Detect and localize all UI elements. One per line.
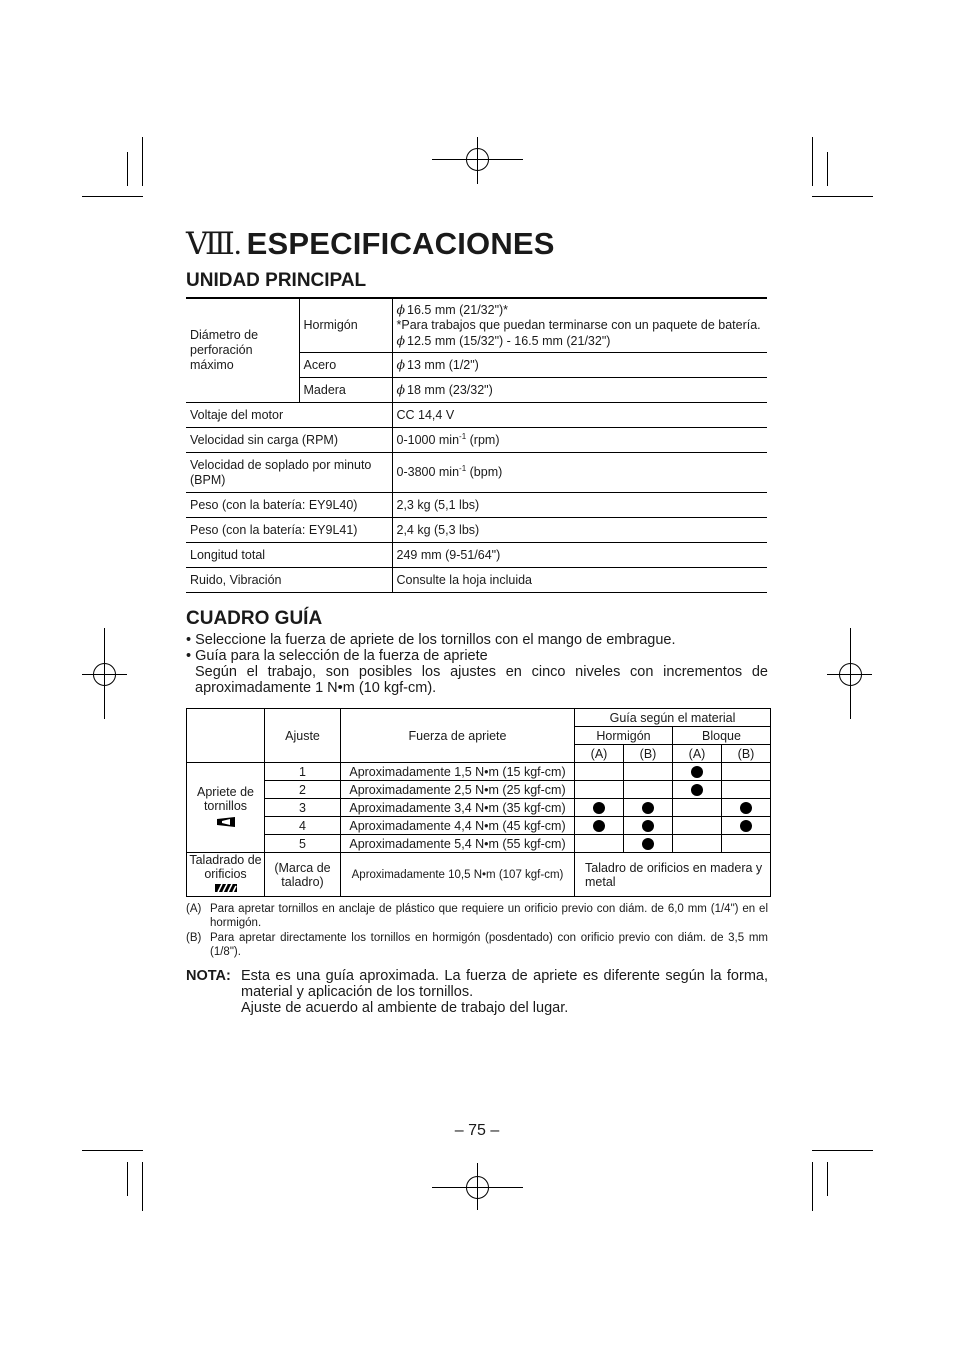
spec-row: Ruido, Vibración Consulte la hoja incluida <box>186 568 767 593</box>
header-bloque: Bloque <box>673 727 771 745</box>
table-notes <box>186 902 768 960</box>
table-row: 3 Aproximadamente 3,4 N•m (35 kgf-cm) <box>187 799 771 817</box>
note-b: (B) Para apretar directamente los tornillos en hormigón (posdentado) con orificio previo con diám. de 3,5 mm (1/8"). <box>186 932 768 958</box>
drill-ajuste: (Marca de taladro) <box>265 853 341 897</box>
header-a: (A) <box>575 745 624 763</box>
diameter-icon: ϕ <box>396 382 406 397</box>
table-row: 2 Aproximadamente 2,5 N•m (25 kgf-cm) <box>187 781 771 799</box>
suitability-dot-icon <box>642 820 654 832</box>
spec-row: Longitud total 249 mm (9-51/64") <box>186 543 767 568</box>
spec-row: Velocidad sin carga (RPM) 0-1000 $\min^{-1} (rpm)$ <box>186 428 767 453</box>
table-row: Apriete de tornillos 1 Aproximadamente 1,5 N•m (15 kgf-cm) <box>187 763 771 781</box>
acero-value: ϕ 13 mm (1/2") <box>392 353 767 378</box>
suitability-dot-icon <box>642 838 654 850</box>
header-empty <box>187 709 265 763</box>
drill-fuerza: Aproximadamente 10,5 N•m (107 kgf-cm) <box>341 853 575 897</box>
drill-mode-icon <box>214 883 238 893</box>
madera-label: Madera <box>299 378 392 403</box>
nota-label: NOTA: <box>186 968 231 984</box>
suitability-dot-icon <box>593 802 605 814</box>
header-ajuste: Ajuste <box>265 709 341 763</box>
section-numeral: Ⅷ. <box>186 226 241 261</box>
suitability-dot-icon <box>691 766 703 778</box>
spec-row: Peso (con la batería: EY9L41) 2,4 kg (5,3 lbs) <box>186 518 767 543</box>
nota-block <box>186 968 768 1016</box>
group-apriete: Apriete de tornillos <box>187 763 265 853</box>
table-row: 5 Aproximadamente 5,4 N•m (55 kgf-cm) <box>187 835 771 853</box>
diameter-icon: ϕ <box>396 357 406 372</box>
bullet-2: • Guía para la selección de la fuerza de apriete <box>186 648 488 664</box>
acero-label: Acero <box>299 353 392 378</box>
spec-table <box>186 297 767 593</box>
header-fuerza: Fuerza de apriete <box>341 709 575 763</box>
diameter-icon: ϕ <box>396 302 406 317</box>
spec-row: Peso (con la batería: EY9L40) 2,3 kg (5,1 lbs) <box>186 493 767 518</box>
page-title <box>186 226 555 262</box>
spec-row: Velocidad de soplado por minuto (BPM) 0-3800 $\min^{-1} (bpm)$ <box>186 453 767 493</box>
bullet-1: • Seleccione la fuerza de apriete de los tornillos con el mango de embrague. <box>186 632 676 648</box>
spec-row-hormigon <box>186 298 767 353</box>
madera-value: ϕ 18 mm (23/32") <box>392 378 767 403</box>
drill-guia: Taladro de orificios en madera y metal <box>575 853 771 897</box>
guide-text <box>186 632 768 696</box>
header-guia: Guía según el material <box>575 709 771 727</box>
suitability-dot-icon <box>593 820 605 832</box>
header-a: (A) <box>673 745 722 763</box>
heading-cuadro-guia: CUADRO GUÍA <box>186 608 323 629</box>
title-text: ESPECIFICACIONES <box>246 226 555 261</box>
screw-mode-icon <box>216 816 236 828</box>
group-taladrado: Taladrado de orificios <box>187 853 265 897</box>
suitability-dot-icon <box>691 784 703 796</box>
table-row: 4 Aproximadamente 4,4 N•m (45 kgf-cm) <box>187 817 771 835</box>
guide-table <box>186 708 771 897</box>
header-b: (B) <box>624 745 673 763</box>
hormigon-value: ϕ 16.5 mm (21/32")* *Para trabajos que puedan terminarse con un paquete de batería. ϕ 12.5 mm (15/32") - 16.5 mm (21/32") <box>392 298 767 353</box>
nota-text-1: Esta es una guía aproximada. La fuerza de apriete es diferente según la forma, material y aplicación de los tornillos. <box>241 968 768 1000</box>
page-number: – 75 – <box>454 1122 500 1139</box>
hormigon-label: Hormigón <box>299 298 392 353</box>
spec-row: Voltaje del motor CC 14,4 V <box>186 403 767 428</box>
table-row-drill <box>187 853 771 897</box>
suitability-dot-icon <box>642 802 654 814</box>
guide-paragraph: Según el trabajo, son posibles los ajustes en cinco niveles con incrementos de aproximadamente 1 N•m (10 kgf-cm). <box>195 664 768 696</box>
nota-text-2: Ajuste de acuerdo al ambiente de trabajo del lugar. <box>241 1000 569 1016</box>
diameter-icon: ϕ <box>396 333 406 348</box>
note-a: (A) Para apretar tornillos en anclaje de plástico que requiere un orificio previo con diám. de 6,0 mm (1/4") en el hormigón. <box>186 903 768 929</box>
header-b: (B) <box>722 745 771 763</box>
header-hormigon: Hormigón <box>575 727 673 745</box>
diametro-label: Diámetro de perforación máximo <box>186 298 299 403</box>
suitability-dot-icon <box>740 802 752 814</box>
heading-unidad-principal: UNIDAD PRINCIPAL <box>186 270 367 291</box>
suitability-dot-icon <box>740 820 752 832</box>
